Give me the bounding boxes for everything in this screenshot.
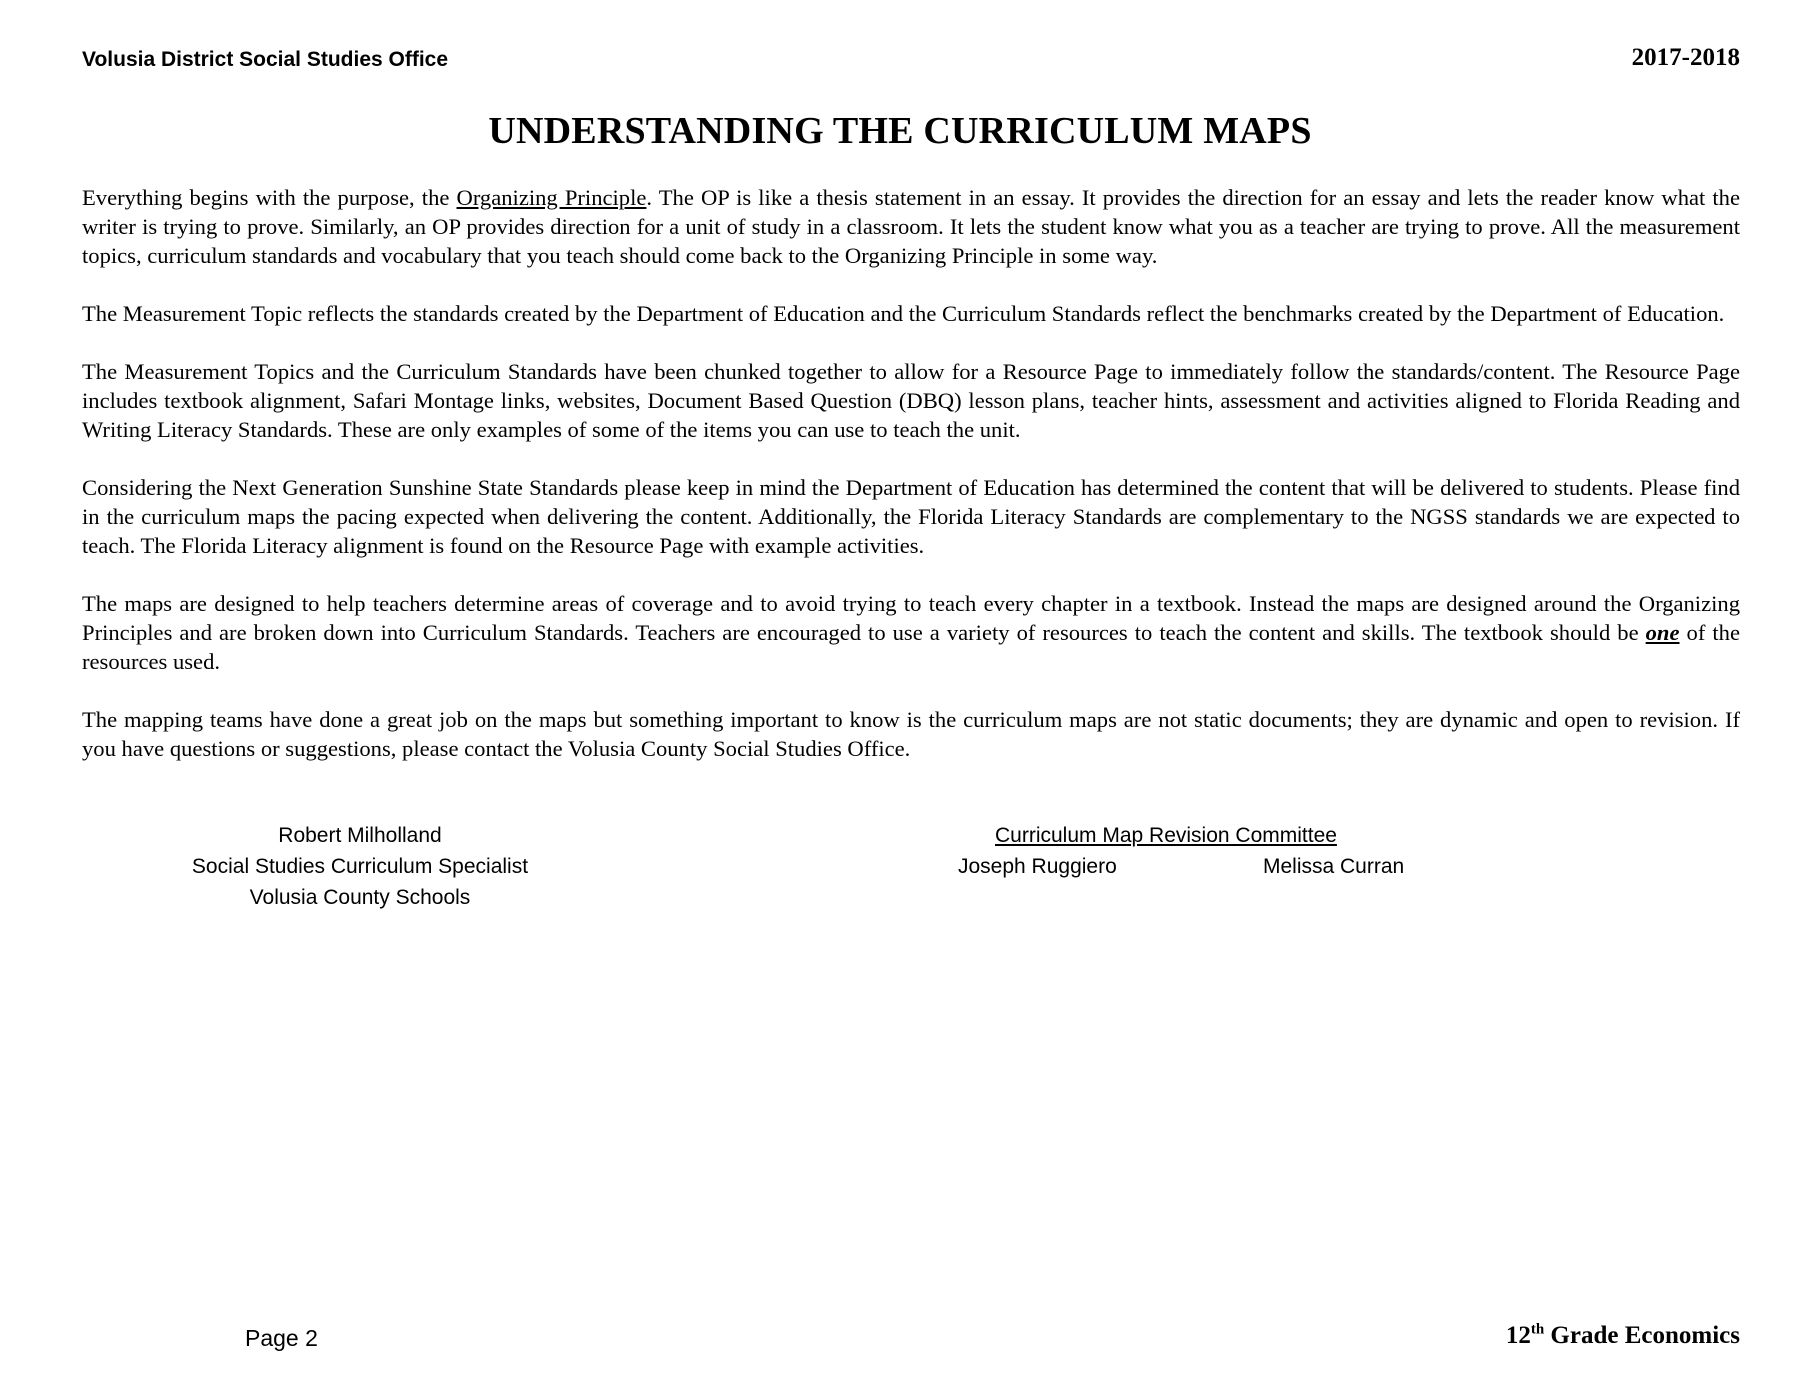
office-name: Volusia District Social Studies Office	[82, 48, 449, 71]
paragraph-measurement-topic: The Measurement Topic reflects the standards created by the Department of Education and the Curriculum Standards reflect the benchmarks created by the Department of Education.	[82, 301, 1725, 326]
signature-org: Volusia County Schools	[249, 886, 471, 909]
paragraph-1-end: . The OP is like a thesis statement in an essay. It provides the direction for an essay and lets the reader know what the writer is trying to prove. Similarly, an OP provides direction for a unit of study in a classroom. It lets the student know what you as a teacher are trying to prove. All the measurement topics, curriculum standards and vocabulary that you teach should come back to the Organizing Principle in some way.	[82, 185, 1740, 268]
committee-member: Joseph Ruggiero	[958, 855, 1117, 878]
course-name: Grade Economics	[1544, 1322, 1740, 1349]
page-number: Page 2	[245, 1325, 318, 1351]
paragraph-standards: Considering the Next Generation Sunshine State Standards please keep in mind the Department of Education has determined the content that will be delivered to students. Please find in the curriculum maps the pacing expected when delivering the content. Additionally, the Florida Literacy Standards are complementary to the NGSS standards we are expected to teach. The Florida Literacy alignment is found on the Resource Page with example activities.	[82, 475, 1740, 558]
paragraph-5-end: of the resources used.	[82, 620, 1740, 674]
paragraph-organizing-principle	[82, 183, 1740, 270]
school-year: 2017-2018	[1631, 44, 1740, 71]
signature-name: Robert Milholland	[278, 824, 442, 847]
grade-number: 12	[1505, 1322, 1531, 1349]
paragraph-resource-page: The Measurement Topics and the Curriculum Standards have been chunked together to allow for a Resource Page to immediately follow the standards/content. The Resource Page includes textbook alignment, Safari Montage links, websites, Document Based Question (DBQ) lesson plans, teacher hints, assessment and activities aligned to Florida Reading and Writing Literacy Standards. These are only examples of some of the items you can use to teach the unit.	[82, 359, 1740, 442]
page-title: UNDERSTANDING THE CURRICULUM MAPS	[488, 110, 1312, 152]
grade-suffix: th	[1530, 1321, 1545, 1338]
emphasis-one: one	[1645, 620, 1680, 645]
organizing-principle-term: Organizing Principle	[456, 185, 647, 210]
body-text	[82, 183, 1740, 792]
paragraph-revision: The mapping teams have done a great job on the maps but something important to know is the curriculum maps are not static documents; they are dynamic and open to revision. If you have questions or suggestions, please contact the Volusia County Social Studies Office.	[82, 707, 1740, 761]
paragraph-5-start: The maps are designed to help teachers determine areas of coverage and to avoid trying to teach every chapter in a textbook. Instead the maps are designed around the Organizing Principles and are broken down into Curriculum Standards. Teachers are encouraged to use a variety of resources to teach the content and skills. The textbook should be	[82, 591, 1740, 645]
paragraph-map-design	[82, 589, 1740, 676]
paragraph-1-start: Everything begins with the purpose, the	[82, 185, 457, 210]
signature-block	[160, 820, 560, 913]
committee-title: Curriculum Map Revision Committee	[995, 824, 1337, 847]
course-title	[1506, 1322, 1740, 1350]
committee-member: Melissa Curran	[1263, 855, 1405, 878]
signature-role: Social Studies Curriculum Specialist	[191, 855, 529, 878]
